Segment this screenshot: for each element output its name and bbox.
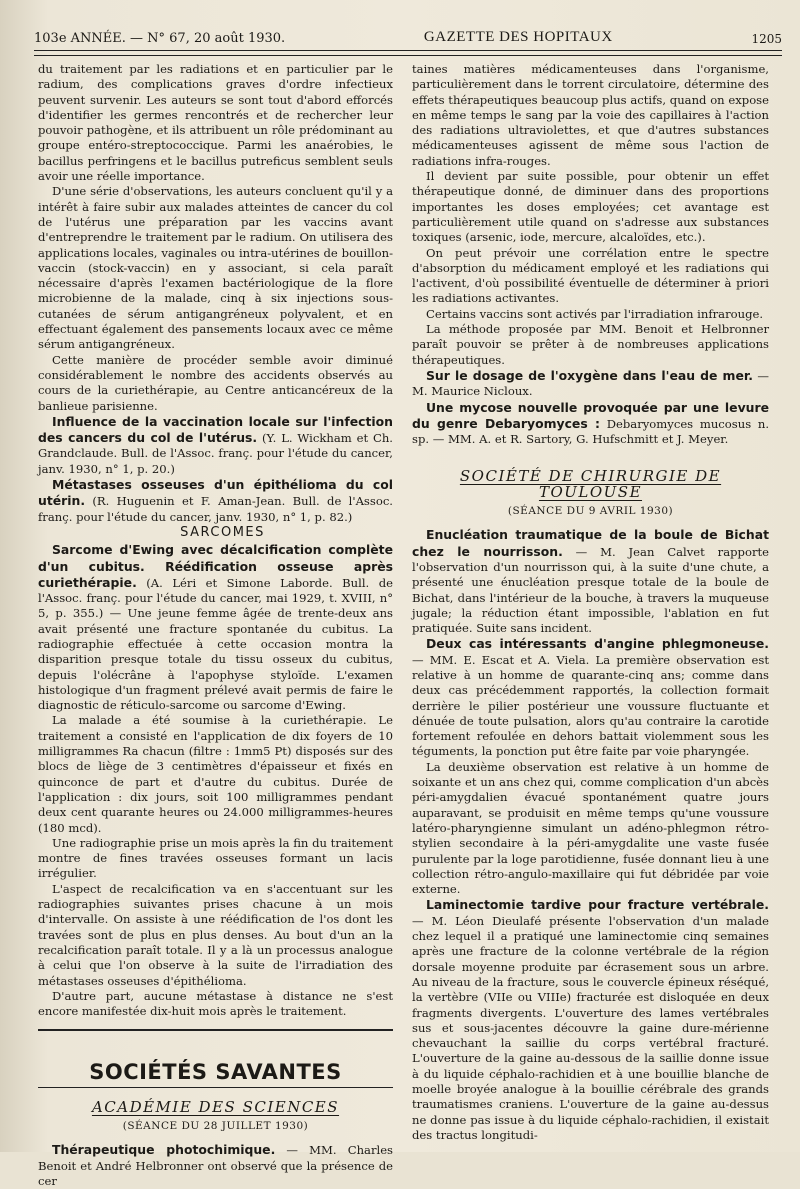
section-divider: [38, 1029, 393, 1087]
left-column: [38, 62, 393, 1189]
paragraph: Il devient par suite possible, pour obtenir un effet thérapeutique donné, de diminuer dans des proportions importantes les doses employées; cet avantage est particulièrement utile quand on s'adresse aux substances toxiques (arsenic, iode, mercure, alcaloïdes, etc.).: [412, 169, 769, 245]
article-title: Thérapeutique photochimique.: [52, 1142, 276, 1158]
paragraph: On peut prévoir une corrélation entre le spectre d'absorption du médicament employé et les radiations qui l'activent, d'où possibilité éventuelle de déterminer à priori les radiations activantes.: [412, 245, 769, 306]
article-entry: [412, 400, 769, 448]
paragraph: L'aspect de recalcification va en s'accentuant sur les radiographies suivantes prises chacune à un mois d'intervalle. On assiste à une réédification de l'os dont les travées sont de plus en plus denses. Au bout d'un an la recalcification paraît totale. Il y a là un processus analogue à celui que l'on observe à la suite de l'irradiation des métastases osseuses d'épithélioma.: [38, 881, 393, 988]
section-heading: SARCOMES: [180, 524, 265, 540]
article-title: Une mycose nouvelle provoquée par une levure du genre Debaryomyces :: [412, 399, 769, 431]
article-body: — MM. E. Escat et A. Viela. La première observation est relative à un homme de quarante-cinq ans; comme dans deux cas précédemment rapportés, la collection formait derrière le pilier postérieur une voussure fluctuante et dénuée de toute pulsation, alors qu'au contraire la carotide fortement refoulée en dehors battait violemment sous les téguments, la ponction put être faite par voie pharyngée.: [412, 652, 769, 759]
article-body: (A. Léri et Simone Laborde. Bull. de l'Assoc. franç. pour l'étude du cancer, mai 1929, t. XVIII, n° 5, p. 355.) — Une jeune femme âgée de trente-deux ans avait présenté une fracture spontanée du cubitus. La radiographie effectuée à cette occasion montra la disparition presque totale du tissu osseux du cubitus, depuis l'olécrâne à l'apophyse styloïde. L'examen histologique d'un fragment prélevé avait permis de faire le diagnostic de réticulo-sarcome ou sarcome d'Ewing.: [38, 575, 393, 713]
article-body: — M. Léon Dieulafé présente l'observation d'un malade chez lequel il a pratiqué une laminectomie cinq semaines après une fracture de la colonne vertébrale de la région dorsale moyenne produite par écrasement sous un arbre. Au niveau de la fracture, sous le couvercle épineux réséqué, la vertèbre (VIIe ou VIIIe) fracturée est disloquée en deux fragments divergents. L'ouverture des lames vertébrales sus et sous-jacentes découvre la gaine dure-mérienne chevauchant la saillie du corps vertébral fracturé. L'ouverture de la gaine au-dessous de la saillie donne issue à du liquide céphalo-rachidien et à une bouillie blanche de moelle broyée analogue à la bouillie cérébrale des grands traumatismes craniens. L'ouverture de la gaine au-dessus ne donne pas issue à du liquide céphalo-rachidien, il existait des tractus longitudi-: [412, 913, 769, 1142]
article-title: Deux cas intéressants d'angine phlegmoneuse.: [426, 636, 769, 652]
article-title: Enucléation traumatique de la boule de Bichat chez le nourrisson.: [412, 527, 769, 559]
paragraph: La malade a été soumise à la curiethérapie. Le traitement a consisté en l'application de dix foyers de 10 milligrammes Ra chacun (filtre : 1mm5 Pt) disposés sur des blocs de liège de 3 centimètres d'épaisseur et fixés en quinconce de part et d'autre du cubitus. Durée de l'application : dix jours, soit 100 milligrammes pendant deux cent quarante heures ou 24.000 milligrammes-heures (180 mcd).: [38, 713, 393, 835]
section-banner: SOCIÉTÉS SAVANTES: [89, 1060, 342, 1085]
article-title: Laminectomie tardive pour fracture vertébrale.: [426, 897, 769, 913]
article-entry: [38, 1142, 393, 1189]
banner-rule: [38, 1087, 393, 1088]
article-title: Métastases osseuses d'un épithélioma du col utérin.: [38, 477, 393, 509]
page-number: 1205: [751, 32, 782, 46]
paragraph: La méthode proposée par MM. Benoit et Helbronner paraît pouvoir se prêter à de nombreuses applications thérapeutiques.: [412, 322, 769, 367]
article-reference: Debaryomyces mucosus n. sp. — MM. A. et R. Sartory, G. Hufschmitt et J. Meyer.: [412, 416, 769, 447]
paragraph: Certains vaccins sont activés par l'irradiation infrarouge.: [426, 306, 764, 321]
session-date: (SÉANCE DU 9 AVRIL 1930): [507, 505, 674, 518]
article-title: Sur le dosage de l'oxygène dans l'eau de mer.: [426, 367, 753, 383]
society-heading: ACADÉMIE DES SCIENCES: [91, 1097, 340, 1116]
article-reference: — M. Maurice Nicloux.: [412, 368, 770, 399]
article-entry: [412, 368, 769, 400]
paragraph: Cette manière de procéder semble avoir diminué considérablement le nombre des accidents observés au cours de la curiethérapie, au Centre anticancéreux de la banlieue parisienne.: [38, 352, 393, 413]
paragraph: La deuxième observation est relative à un homme de soixante et un ans chez qui, comme complication d'un abcès péri-amygdalien évacué spontanément quatre jours auparavant, se produisit en même temps qu'une voussure latéro-pharyngienne simulant un adéno-phlegmon rétro-stylien secondaire à la péri-amygdalite une vaste fusée purulente par la loge parotidienne, fusée donnant lieu à une collection rétro-angulo-maxillaire qui fut débridée par voie externe.: [412, 759, 769, 897]
paragraph: D'autre part, aucune métastase à distance ne s'est encore manifestée dix-huit mois après le traitement.: [38, 988, 393, 1019]
paragraph: D'une série d'observations, les auteurs concluent qu'il y a intérêt à faire subir aux malades atteintes de cancer du col de l'utérus une préparation par les vaccins avant d'entreprendre le traitement par le radium. On utilisera des applications locales, vaginales ou intra-utérines de bouillon-vaccin (stock-vaccin) en y associant, si cela paraît nécessaire d'après l'examen bactériologique de la flore microbienne de la malade, cinq à six injections sous-cutanées de sérum antigangréneux polyvalent, et en effectuant également des pansements locaux avec ce même sérum antigangréneux.: [38, 184, 393, 352]
article-entry: [412, 527, 769, 636]
session-date: (SÉANCE DU 28 JUILLET 1930): [122, 1120, 309, 1132]
paragraph: Une radiographie prise un mois après la fin du traitement montre de fines travées osseuses formant un lacis irrégulier.: [38, 835, 393, 881]
society-heading: SOCIÉTÉ DE CHIRURGIE DE TOULOUSE: [459, 467, 722, 501]
article-entry: [38, 542, 393, 713]
article-entry: [412, 897, 769, 1143]
paragraph: taines matières médicamenteuses dans l'organisme, particulièrement dans le torrent circulatoire, détermine des effets thérapeutiques beaucoup plus actifs, quand on expose en même temps le sang par la voie des capillaires à l'action des radiations ultraviolettes, et que d'autres substances médicamenteuses agissent de même sous l'action de radiations infra-rouges.: [412, 62, 769, 168]
issue-info: 103e ANNÉE. — N° 67, 20 août 1930.: [34, 31, 286, 46]
article-entry: [38, 414, 393, 477]
article-body: — MM. Charles Benoit et André Helbronner ont observé que la présence de cer: [38, 1143, 394, 1188]
page-header: [34, 20, 782, 46]
right-column: [412, 62, 769, 1143]
header-rule: [34, 50, 782, 56]
journal-title: GAZETTE DES HOPITAUX: [423, 29, 613, 45]
article-entry: [412, 636, 769, 759]
article-reference: (Y. L. Wickham et Ch. Grandclaude. Bull. de l'Assoc. franç. pour l'étude du cancer, janv. 1930, n° 1, p. 20.): [38, 431, 393, 476]
article-title: Influence de la vaccination locale sur l'infection des cancers du col de l'utérus.: [38, 413, 393, 446]
article-title: Sarcome d'Ewing avec décalcification complète d'un cubitus. Réédification osseuse après curiethérapie.: [38, 542, 393, 590]
paragraph: du traitement par les radiations et en particulier par le radium, des complications graves d'ordre infectieux peuvent survenir. Les auteurs se sont tout d'abord efforcés d'identifier les germes rencontrés et de rechercher leur pouvoir pathogène, et ils attribuent un rôle prédominant au groupe entéro-streptococcique. Parmi les anaérobies, le bacillus perfringens et le bacillus putreficus semblent seuls avoir une réelle importance.: [38, 62, 393, 184]
article-body: — M. Jean Calvet rapporte l'observation d'un nourrisson qui, à la suite d'une chute, a présenté une énucléation presque totale de la boule de Bichat, dans l'intérieur de la bouche, à travers la muqueuse jugale; la réduction étant impossible, l'ablation en fut pratiquée. Suite sans incident.: [412, 544, 770, 636]
article-entry: [38, 477, 393, 525]
article-reference: (R. Huguenin et F. Aman-Jean. Bull. de l'Assoc. franç. pour l'étude du cancer, janv. 1930, n° 1, p. 82.): [38, 494, 393, 524]
